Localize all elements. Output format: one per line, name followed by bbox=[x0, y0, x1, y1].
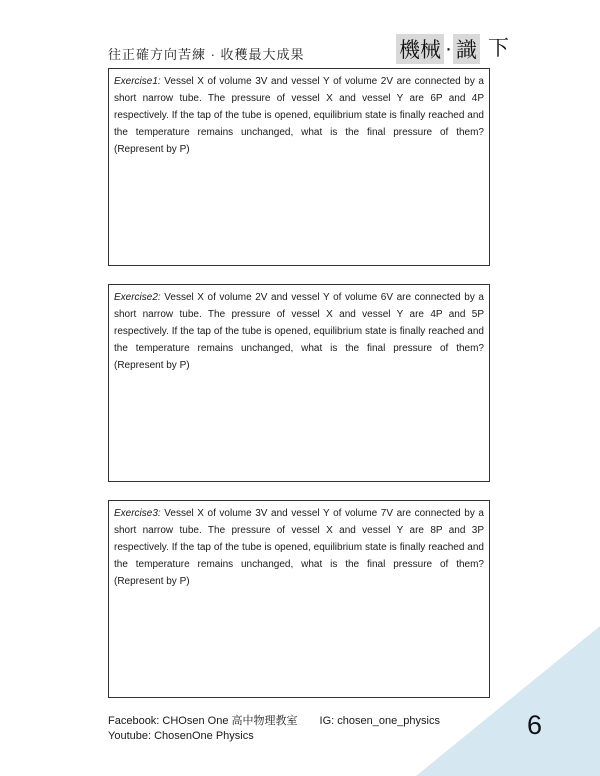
instagram-handle: IG: chosen_one_physics bbox=[319, 715, 440, 727]
brand-logo bbox=[396, 34, 509, 66]
corner-triangle-decoration bbox=[416, 626, 600, 776]
page-number: 6 bbox=[527, 710, 543, 740]
facebook-link: Facebook: CHOsen One 高中物理教室 bbox=[108, 715, 298, 727]
exercise-label-2: Exercise2: bbox=[114, 292, 161, 303]
exercise-body-3: Vessel X of volume 3V and vessel Y of volume 7V are connected by a short narrow tube. The pressure of vessel X and vessel Y are 8P and 3P respectively. If the tap of the tube is opened, equilibrium state is finally reached and the temperature remains unchanged, what is the final pressure of them? (Represent by P) bbox=[114, 508, 484, 587]
header-motto: 往正確方向苦練 · 收穫最大成果 bbox=[108, 47, 305, 62]
brand-block-2: 識 bbox=[453, 34, 480, 64]
exercise-label-1: Exercise1: bbox=[114, 76, 161, 87]
exercise-body-1: Vessel X of volume 3V and vessel Y of volume 2V are connected by a short narrow tube. The pressure of vessel X and vessel Y are 6P and 4P respectively. If the tap of the tube is opened, equilibrium state is finally reached and the temperature remains unchanged, what is the final pressure of them? (Represent by P) bbox=[114, 76, 484, 155]
brand-block-1: 機械 bbox=[396, 34, 444, 64]
youtube-channel: Youtube: ChosenOne Physics bbox=[108, 730, 254, 742]
exercise-box-2 bbox=[108, 284, 490, 482]
exercise-text-2 bbox=[114, 289, 484, 374]
footer-social bbox=[108, 714, 440, 744]
exercise-label-3: Exercise3: bbox=[114, 508, 161, 519]
exercise-body-2: Vessel X of volume 2V and vessel Y of volume 6V are connected by a short narrow tube. The pressure of vessel X and vessel Y are 4P and 5P respectively. If the tap of the tube is opened, equilibrium state is finally reached and the temperature remains unchanged, what is the final pressure of them? (Represent by P) bbox=[114, 292, 484, 371]
exercise-text-1 bbox=[114, 73, 484, 158]
brand-text-3: 下 bbox=[488, 37, 509, 60]
brand-dot: · bbox=[445, 37, 452, 60]
footer-line-1 bbox=[108, 714, 440, 729]
exercise-box-1 bbox=[108, 68, 490, 266]
exercise-text-3 bbox=[114, 505, 484, 590]
